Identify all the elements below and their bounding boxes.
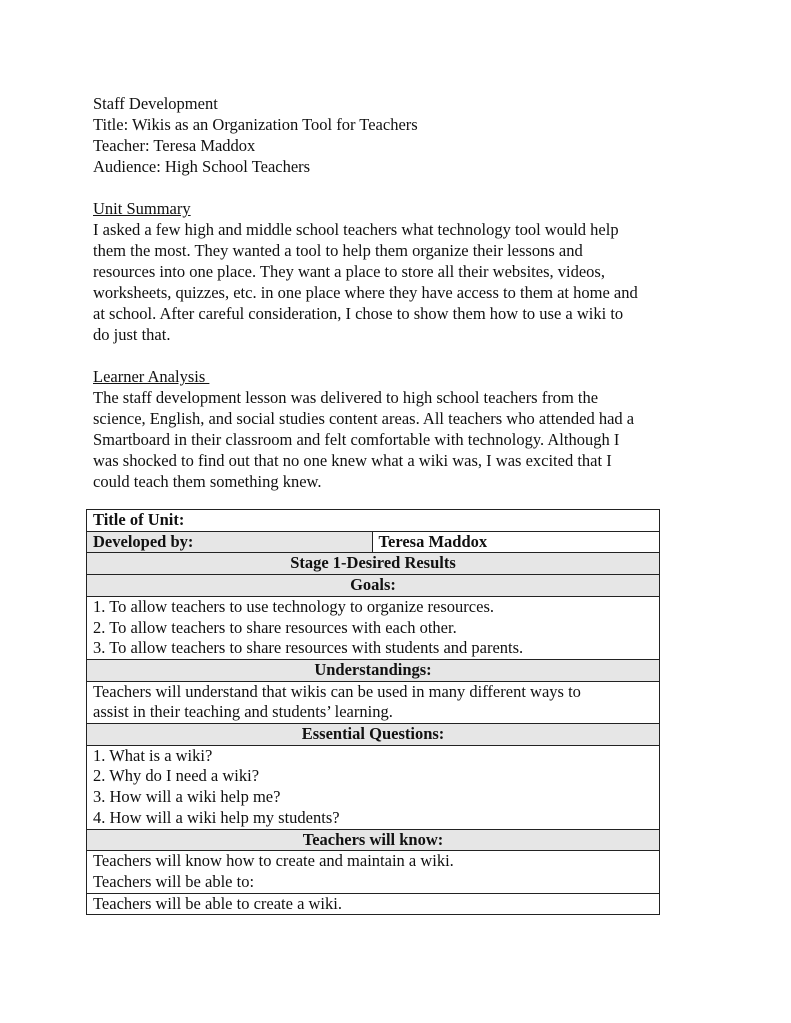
teachers-know-cell: [87, 851, 660, 893]
table-row: [87, 596, 660, 659]
understanding-line: assist in their teaching and students’ learning.: [93, 702, 393, 722]
table-row: [87, 659, 660, 681]
question-item: 3. How will a wiki help me?: [93, 787, 281, 807]
unit-summary-body: [93, 219, 703, 345]
learner-analysis-body: [93, 387, 703, 492]
unit-summary-line: worksheets, quizzes, etc. in one place where they have access to them at home and: [93, 283, 638, 302]
learner-analysis-line: The staff development lesson was delivered to high school teachers from the: [93, 388, 599, 407]
understandings-cell: [87, 681, 660, 723]
table-row: [87, 681, 660, 723]
table-row: [87, 531, 660, 553]
unit-summary-title: Unit Summary: [93, 199, 191, 218]
table-row: [87, 724, 660, 746]
learner-analysis-line: Smartboard in their classroom and felt comfortable with technology. Although I: [93, 430, 620, 449]
unit-summary-line: at school. After careful consideration, I chose to show them how to use a wiki to: [93, 304, 624, 323]
developed-by-value: Teresa Maddox: [372, 531, 659, 553]
teachers-able-cell: Teachers will be able to create a wiki.: [87, 893, 660, 915]
stage-heading: Stage 1-Desired Results: [87, 553, 660, 575]
goal-item: 3. To allow teachers to share resources with students and parents.: [93, 638, 524, 658]
unit-plan-table: [86, 509, 660, 915]
learner-analysis-title: Learner Analysis: [93, 367, 210, 386]
goals-heading: Goals:: [87, 575, 660, 597]
title-of-unit-label: Title of Unit:: [87, 510, 660, 532]
table-row: [87, 829, 660, 851]
goals-cell: [87, 596, 660, 659]
understandings-heading: Understandings:: [87, 659, 660, 681]
question-item: 1. What is a wiki?: [93, 745, 213, 765]
teacher-line: Teacher: Teresa Maddox: [93, 136, 256, 155]
title-line: Title: Wikis as an Organization Tool for Teachers: [93, 115, 418, 134]
learner-analysis-line: was shocked to find out that no one knew what a wiki was, I was excited that I: [93, 451, 612, 470]
teachers-know-heading: Teachers will know:: [87, 829, 660, 851]
question-item: 4. How will a wiki help my students?: [93, 807, 340, 827]
essential-questions-heading: Essential Questions:: [87, 724, 660, 746]
goal-item: 2. To allow teachers to share resources with each other.: [93, 617, 457, 637]
table-row: [87, 510, 660, 532]
unit-summary-line: resources into one place. They want a place to store all their websites, videos,: [93, 262, 605, 281]
learner-analysis-line: science, English, and social studies content areas. All teachers who attended had a: [93, 409, 635, 428]
learner-analysis-line: could teach them something knew.: [93, 472, 322, 491]
question-item: 2. Why do I need a wiki?: [93, 766, 260, 786]
understanding-line: Teachers will understand that wikis can be used in many different ways to: [93, 681, 581, 701]
teachers-know-line: Teachers will know how to create and maintain a wiki.: [93, 851, 454, 871]
table-row: [87, 893, 660, 915]
essential-questions-cell: [87, 745, 660, 829]
unit-summary-line: I asked a few high and middle school teachers what technology tool would help: [93, 220, 619, 239]
document-header: [93, 93, 703, 492]
audience-line: Audience: High School Teachers: [93, 157, 311, 176]
unit-summary-line: them the most. They wanted a tool to help them organize their lessons and: [93, 241, 583, 260]
goal-item: 1. To allow teachers to use technology to organize resources.: [93, 596, 494, 616]
developed-by-label: Developed by:: [87, 531, 373, 553]
table-row: [87, 553, 660, 575]
table-row: [87, 575, 660, 597]
table-row: [87, 745, 660, 829]
heading: Staff Development: [93, 94, 218, 113]
teachers-know-line: Teachers will be able to:: [93, 871, 255, 891]
unit-summary-line: do just that.: [93, 325, 171, 344]
table-row: [87, 851, 660, 893]
